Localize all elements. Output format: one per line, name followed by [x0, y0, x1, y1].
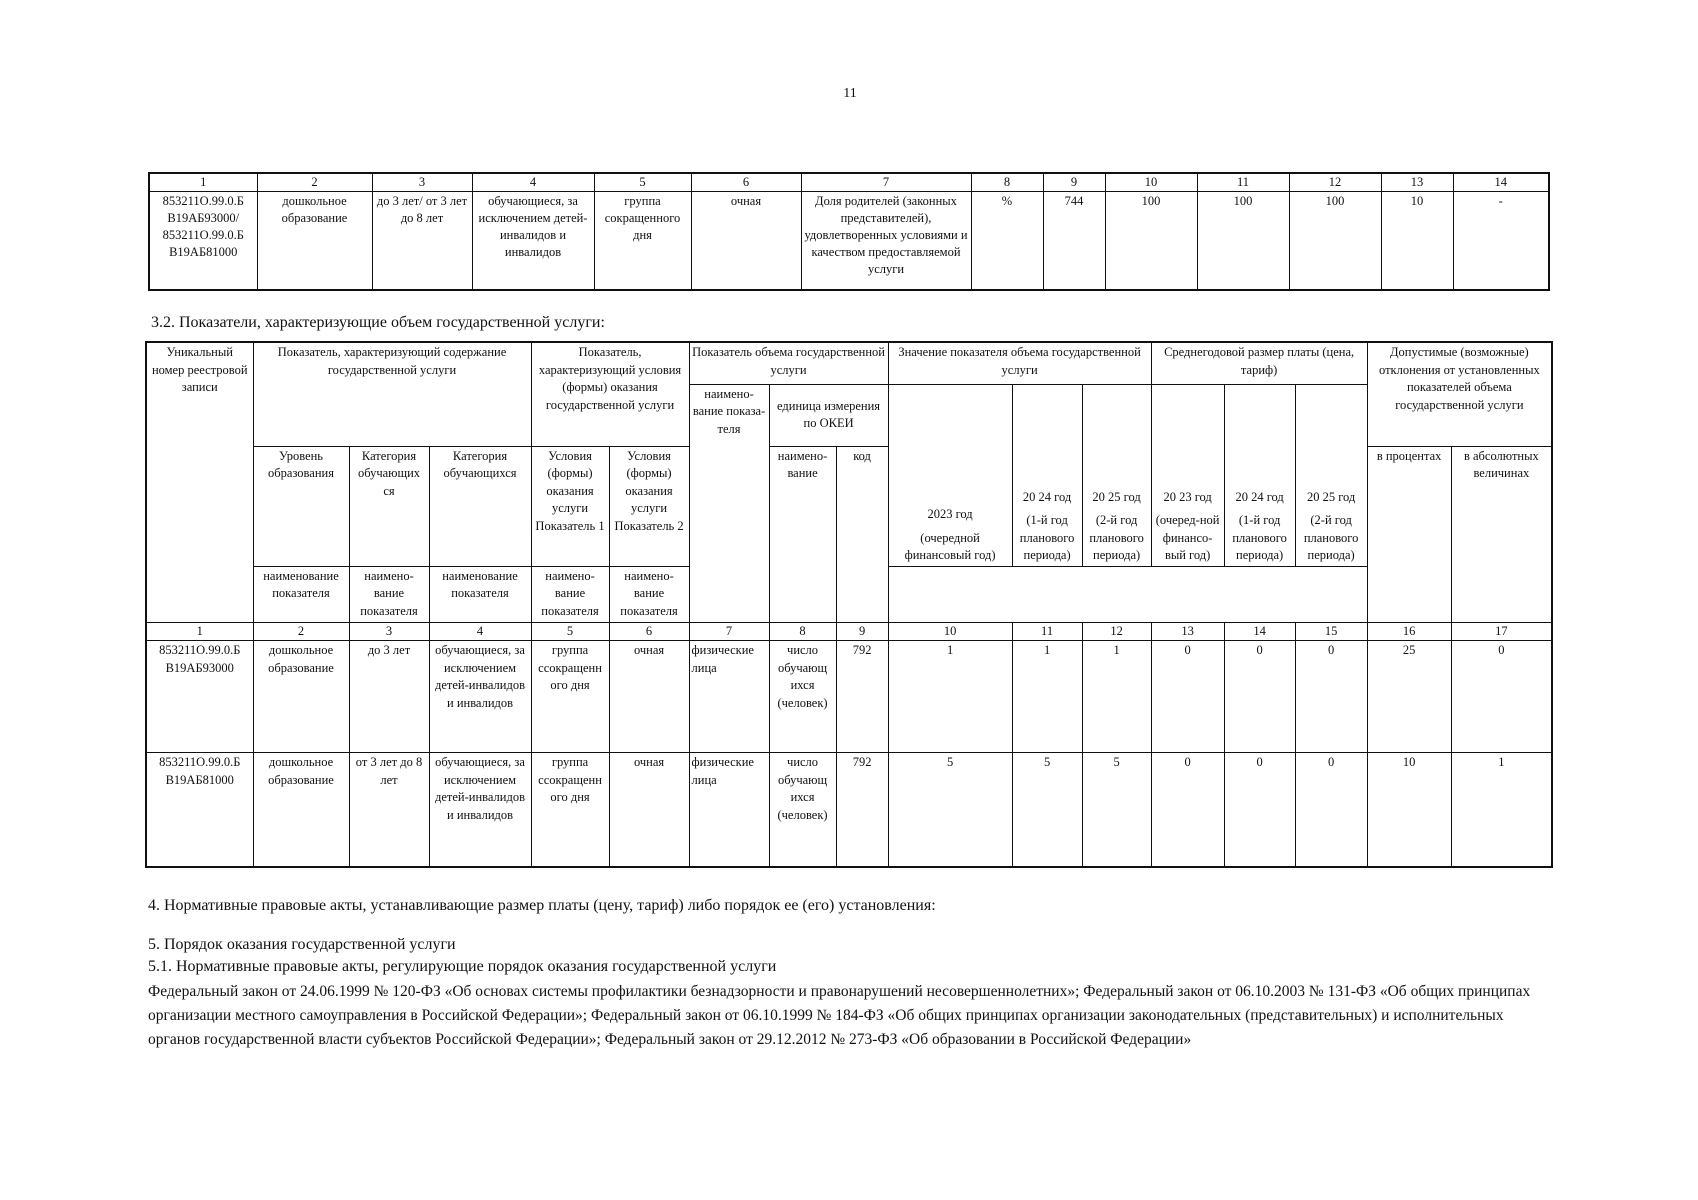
fee-2023-label: 20 23 год: [1163, 489, 1212, 504]
volume-indicators-table: [145, 341, 1553, 868]
deviation-abs: 1: [1451, 753, 1552, 867]
age-category: до 3 лет: [349, 641, 429, 753]
t1-age-category: до 3 лет/ от 3 лет до 8 лет: [372, 192, 472, 290]
t1-value-2023: 100: [1105, 192, 1197, 290]
t1-col-num: 7: [801, 173, 971, 192]
t2-col-num: 12: [1082, 622, 1151, 641]
header-year-2024: [1012, 384, 1082, 566]
t1-col-num: 9: [1043, 173, 1105, 192]
unit-name: число обучающ ихся (человек): [769, 753, 836, 867]
t1-col-num: 4: [472, 173, 594, 192]
header-content-indicator: Показатель, характеризующий содержание государственной услуги: [253, 342, 531, 446]
t2-col-num: 17: [1451, 622, 1552, 641]
name-label-cond2: наимено-вание показателя: [609, 566, 689, 622]
t2-col-num: 10: [888, 622, 1012, 641]
year-2023-note: (очередной финансовый год): [904, 530, 996, 562]
table-row: [146, 641, 1552, 753]
education-level: дошкольное образование: [253, 753, 349, 867]
sub-condition-1: Условия (формы) оказания услуги Показатель 1: [531, 446, 609, 566]
t1-okei-code: 744: [1043, 192, 1105, 290]
deviation-pct: 25: [1367, 641, 1451, 753]
fee-2025-note: (2-й год планового периода): [1303, 513, 1359, 562]
t1-col-num: 5: [594, 173, 691, 192]
t1-col-num: 8: [971, 173, 1043, 192]
name-label-cat2: наименование показателя: [429, 566, 531, 622]
header-allowed-deviation: Допустимые (возможные) отклонения от установленных показателей объема государственной услуги: [1367, 342, 1552, 446]
volume-indicator-name: физические лица: [689, 641, 769, 753]
section-5-heading: 5. Порядок оказания государственной услуги: [148, 936, 456, 953]
student-category: обучающиеся, за исключением детей-инвалидов и инвалидов: [429, 641, 531, 753]
fee-2024-note: (1-й год планового периода): [1232, 513, 1287, 562]
t2-col-num: 13: [1151, 622, 1224, 641]
t2-col-num: 1: [146, 622, 253, 641]
name-label-cat1: наимено-вание показателя: [349, 566, 429, 622]
section-5-1-heading: 5.1. Нормативные правовые акты, регулирующие порядок оказания государственной услуги: [148, 958, 777, 975]
header-fee-2025: [1295, 384, 1367, 566]
t2-col-num: 14: [1224, 622, 1295, 641]
t2-col-num: 7: [689, 622, 769, 641]
value-2024: 5: [1012, 753, 1082, 867]
header-okei-unit: единица измерения по ОКЕИ: [769, 384, 888, 446]
t1-col-num: 10: [1105, 173, 1197, 192]
sub-education-level: Уровень образования: [253, 446, 349, 566]
sub-category-2: Категория обучающихся: [429, 446, 531, 566]
student-category: обучающиеся, за исключением детей-инвалидов и инвалидов: [429, 753, 531, 867]
registry-number: 853211О.99.0.Б В19АБ93000: [146, 641, 253, 753]
value-2024: 1: [1012, 641, 1082, 753]
t1-student-category: обучающиеся, за исключением детей-инвалидов и инвалидов: [472, 192, 594, 290]
year-2025-label: 20 25 год: [1092, 489, 1141, 504]
deviation-abs: 0: [1451, 641, 1552, 753]
fee-2025: 0: [1295, 641, 1367, 753]
education-level: дошкольное образование: [253, 641, 349, 753]
t2-col-num: 15: [1295, 622, 1367, 641]
education-form: очная: [609, 641, 689, 753]
t1-col-num: 11: [1197, 173, 1289, 192]
okei-code: 792: [836, 641, 888, 753]
header-year-2023: [888, 384, 1012, 566]
t1-col-num: 14: [1453, 173, 1549, 192]
sub-category-1: Категория обучающих ся: [349, 446, 429, 566]
t2-col-num: 6: [609, 622, 689, 641]
header-volume-value: Значение показателя объема государственной услуги: [888, 342, 1151, 384]
year-2025-note: (2-й год планового периода): [1089, 513, 1144, 562]
year-2024-label: 20 24 год: [1022, 489, 1072, 504]
fee-2023: 0: [1151, 641, 1224, 753]
t2-col-num: 11: [1012, 622, 1082, 641]
age-category: от 3 лет до 8 лет: [349, 753, 429, 867]
t1-form: очная: [691, 192, 801, 290]
t2-col-num: 9: [836, 622, 888, 641]
fee-2023: 0: [1151, 753, 1224, 867]
education-form: очная: [609, 753, 689, 867]
year-2024-note: (1-й год планового периода): [1019, 513, 1075, 562]
t1-value-2025: 100: [1289, 192, 1381, 290]
t2-col-num: 8: [769, 622, 836, 641]
header-volume-indicator: Показатель объема государственной услуги: [689, 342, 888, 384]
okei-code: 792: [836, 753, 888, 867]
quality-indicators-table: [148, 172, 1550, 291]
fee-2024: 0: [1224, 641, 1295, 753]
header-year-2025: [1082, 384, 1151, 566]
t1-group-type: группа сокращенного дня: [594, 192, 691, 290]
value-2025: 1: [1082, 641, 1151, 753]
t2-col-num: 5: [531, 622, 609, 641]
t2-col-num: 3: [349, 622, 429, 641]
year-2023-label: 2023 год: [927, 507, 973, 521]
table-row: [149, 192, 1549, 290]
name-label-cond1: наимено-вание показателя: [531, 566, 609, 622]
t1-deviation-abs: -: [1453, 192, 1549, 290]
header-spacer: [888, 566, 1367, 622]
fee-2025: 0: [1295, 753, 1367, 867]
sub-unit-name: наимено-вание: [769, 446, 836, 622]
group-type: группа ссокращенн ого дня: [531, 641, 609, 753]
t1-col-num: 3: [372, 173, 472, 192]
section-4-heading: 4. Нормативные правовые акты, устанавливающие размер платы (цену, тариф) либо порядок ее (его) установления:: [148, 897, 936, 914]
t1-registry-number: 853211О.99.0.Б В19АБ93000/ 853211О.99.0.Б В19АБ81000: [149, 192, 257, 290]
t1-indicator-name: Доля родителей (законных представителей), удовлетворенных условиями и качеством предоставляемой услуги: [801, 192, 971, 290]
fee-2024-label: 20 24 год: [1235, 489, 1284, 504]
t2-col-num: 4: [429, 622, 531, 641]
header-conditions-indicator: Показатель, характеризующий условия (формы) оказания государственной услуги: [531, 342, 689, 446]
t1-col-num: 13: [1381, 173, 1453, 192]
fee-2025-label: 20 25 год: [1306, 489, 1356, 504]
section-3-2-heading: 3.2. Показатели, характеризующие объем государственной услуги:: [151, 314, 605, 331]
header-fee-2024: [1224, 384, 1295, 566]
table-row: [146, 753, 1552, 867]
t1-value-2024: 100: [1197, 192, 1289, 290]
header-volume-name: наимено-вание показа-теля: [689, 384, 769, 622]
header-average-fee: Среднегодовой размер платы (цена, тариф): [1151, 342, 1367, 384]
fee-2024: 0: [1224, 753, 1295, 867]
t1-deviation-pct: 10: [1381, 192, 1453, 290]
sub-deviation-pct: в процентах: [1367, 446, 1451, 622]
t1-col-num: 6: [691, 173, 801, 192]
sub-deviation-abs: в абсолютных величинах: [1451, 446, 1552, 622]
registry-number: 853211О.99.0.Б В19АБ81000: [146, 753, 253, 867]
value-2023: 5: [888, 753, 1012, 867]
t1-col-num: 2: [257, 173, 372, 192]
sub-condition-2: Условия (формы) оказания услуги Показатель 2: [609, 446, 689, 566]
t2-col-num: 2: [253, 622, 349, 641]
group-type: группа ссокращенн ого дня: [531, 753, 609, 867]
t1-education-level: дошкольное образование: [257, 192, 372, 290]
header-unique-number: Уникальный номер реестровой записи: [146, 342, 253, 622]
header-fee-2023: [1151, 384, 1224, 566]
volume-indicator-name: физические лица: [689, 753, 769, 867]
value-2023: 1: [888, 641, 1012, 753]
table1-column-numbers: [149, 173, 1549, 192]
table2-column-numbers: [146, 622, 1552, 641]
laws-paragraph: Федеральный закон от 24.06.1999 № 120-ФЗ «Об основах системы профилактики безнадзорности и правонарушений несовершеннолетних»; Федеральный закон от 06.10.2003 № 131-ФЗ «Об общих принципах организации местного самоуправления в Российской Федерации»; Федеральный закон от 06.10.1999 № 184-ФЗ «Об общих принципах организации законодательных (представительных) и исполнительных органов государственной власти субъектов Российской Федерации»; Федеральный закон от 29.12.2012 № 273-ФЗ «Об образовании в Российской Федерации»: [148, 983, 1531, 1048]
page-number: 11: [843, 86, 857, 101]
deviation-pct: 10: [1367, 753, 1451, 867]
t1-col-num: 12: [1289, 173, 1381, 192]
t1-unit: %: [971, 192, 1043, 290]
value-2025: 5: [1082, 753, 1151, 867]
unit-name: число обучающ ихся (человек): [769, 641, 836, 753]
t1-col-num: 1: [149, 173, 257, 192]
fee-2023-note: (очеред-ной финансо-вый год): [1155, 513, 1220, 562]
name-label-level: наименование показателя: [253, 566, 349, 622]
sub-unit-code: код: [836, 446, 888, 622]
t2-col-num: 16: [1367, 622, 1451, 641]
